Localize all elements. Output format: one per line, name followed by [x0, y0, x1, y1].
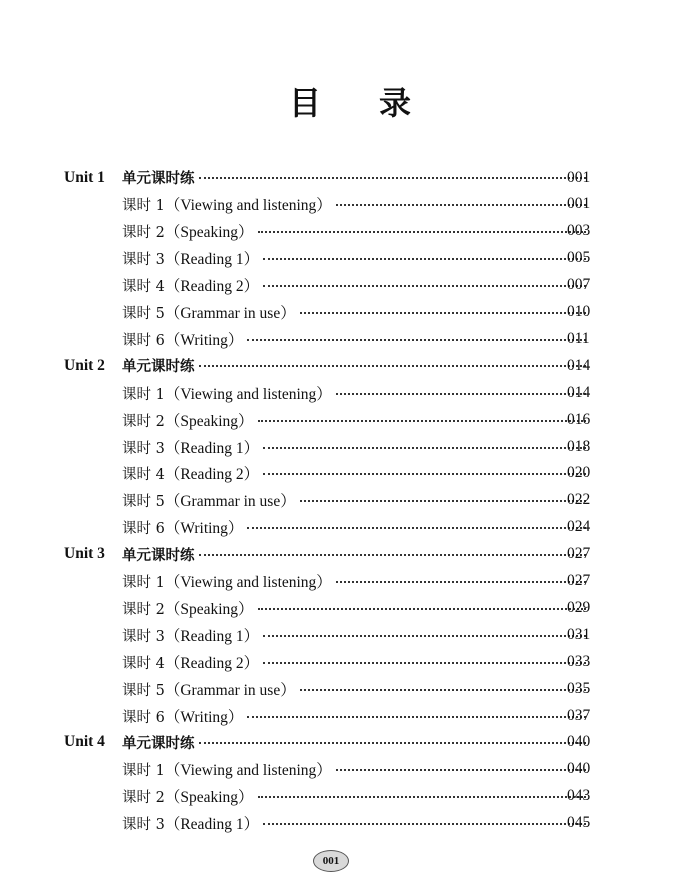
- lesson-name: （Reading 2）: [164, 466, 260, 484]
- toc-lesson-row[interactable]: [0, 648, 700, 675]
- toc-entry: [122, 758, 590, 780]
- lesson-prefix: 课时 5: [122, 682, 165, 699]
- lesson-name: （Reading 1）: [164, 816, 260, 834]
- title-char-right: 录: [379, 84, 412, 122]
- lesson-title: [122, 678, 296, 700]
- toc-entry: [122, 651, 590, 673]
- toc-entry: [122, 355, 590, 376]
- toc-entry: [122, 274, 590, 296]
- lesson-title: [122, 651, 259, 673]
- dot-leader: [258, 608, 586, 610]
- toc-lesson-row[interactable]: [0, 756, 700, 783]
- toc-unit-row[interactable]: [0, 729, 700, 756]
- lesson-title: [122, 462, 259, 484]
- lesson-prefix: 课时 3: [122, 252, 165, 269]
- toc-page-number: 003: [567, 222, 591, 240]
- toc-entry: [122, 812, 590, 834]
- dot-leader: [199, 742, 587, 744]
- dot-leader: [336, 204, 586, 206]
- dot-leader: [336, 393, 586, 395]
- lesson-prefix: 课时 2: [122, 413, 165, 430]
- lesson-prefix: 课时 5: [122, 306, 165, 322]
- toc-entry: [122, 785, 590, 807]
- dot-leader: [199, 177, 587, 179]
- lesson-title: [122, 624, 259, 646]
- dot-leader: [199, 554, 587, 556]
- lesson-title: [122, 597, 254, 619]
- toc-lesson-row[interactable]: [0, 568, 700, 595]
- dot-leader: [247, 716, 586, 718]
- toc-entry: [122, 167, 590, 188]
- lesson-title: [122, 274, 259, 296]
- lesson-prefix: 课时 3: [122, 817, 165, 834]
- dot-leader: [336, 769, 586, 771]
- lesson-name: （Speaking）: [164, 789, 254, 807]
- toc-page-number: 022: [567, 491, 591, 509]
- dot-leader: [199, 365, 587, 367]
- toc-lesson-row[interactable]: [0, 594, 700, 621]
- dot-leader: [263, 473, 586, 475]
- toc-entry: [122, 220, 590, 242]
- toc-entry: [122, 544, 590, 565]
- toc-page-number: 005: [567, 249, 591, 267]
- unit-label: Unit 1: [64, 168, 105, 186]
- toc-lesson-row[interactable]: [0, 487, 700, 514]
- toc-lesson-row[interactable]: [0, 460, 700, 487]
- page-title: [0, 78, 700, 124]
- toc-entry: [122, 382, 590, 404]
- lesson-prefix: 课时 3: [122, 628, 165, 645]
- toc-entry: [122, 516, 590, 538]
- dot-leader: [247, 527, 586, 529]
- lesson-prefix: 课时 2: [122, 790, 165, 807]
- toc-entry: [122, 597, 590, 619]
- toc-entry: [122, 193, 590, 215]
- dot-leader: [258, 231, 586, 233]
- dot-leader: [263, 447, 586, 449]
- toc-entry: [122, 462, 590, 484]
- lesson-name: （Reading 1）: [164, 627, 260, 645]
- lesson-name: （Reading 1）: [164, 251, 260, 269]
- toc-entry: [122, 409, 590, 431]
- toc-unit-row[interactable]: [0, 352, 700, 379]
- toc-lesson-row[interactable]: [0, 245, 700, 272]
- lesson-prefix: 课时 4: [122, 655, 165, 672]
- toc-entry: [122, 301, 590, 323]
- toc-lesson-row[interactable]: [0, 191, 700, 218]
- dot-leader: [300, 500, 586, 502]
- toc-entry: [122, 489, 590, 511]
- page-number-badge: [313, 850, 349, 872]
- toc-lesson-row[interactable]: [0, 406, 700, 433]
- dot-leader: [263, 258, 586, 260]
- lesson-title: [122, 247, 259, 269]
- page-number: 001: [322, 855, 340, 867]
- toc-page-number: 033: [567, 652, 591, 670]
- lesson-prefix: 课时 1: [122, 575, 165, 591]
- toc-lesson-row[interactable]: [0, 702, 700, 729]
- unit-heading: 单元课时练: [122, 735, 195, 752]
- toc-lesson-row[interactable]: [0, 433, 700, 460]
- lesson-prefix: 课时 4: [122, 467, 165, 484]
- unit-heading: 单元课时练: [122, 359, 195, 376]
- toc-page-number: 001: [567, 195, 591, 213]
- toc-page-number: 040: [567, 733, 591, 751]
- lesson-name: （Viewing and listening）: [164, 574, 332, 591]
- lesson-prefix: 课时 1: [122, 763, 165, 780]
- toc-page-number: 027: [567, 545, 591, 563]
- dot-leader: [263, 823, 586, 825]
- lesson-title: [122, 193, 332, 215]
- lesson-prefix: 课时 6: [122, 709, 165, 726]
- dot-leader: [263, 635, 586, 637]
- toc-entry: [122, 570, 590, 592]
- lesson-name: （Speaking）: [164, 224, 254, 242]
- lesson-prefix: 课时 1: [122, 198, 165, 215]
- toc-page-number: 040: [567, 760, 591, 778]
- dot-leader: [263, 285, 586, 287]
- lesson-title: [122, 758, 332, 780]
- unit-heading: 单元课时练: [122, 547, 195, 564]
- toc-entry: [122, 328, 590, 350]
- toc-lesson-row[interactable]: [0, 514, 700, 541]
- lesson-title: [122, 436, 259, 458]
- toc-lesson-row[interactable]: [0, 299, 700, 326]
- toc-lesson-row[interactable]: [0, 379, 700, 406]
- toc-page-number: 027: [567, 572, 591, 589]
- lesson-title: [122, 382, 332, 404]
- lesson-name: （Grammar in use）: [164, 493, 296, 511]
- toc-page-number: 024: [567, 518, 591, 536]
- lesson-title: [122, 570, 332, 592]
- lesson-name: （Reading 2）: [164, 278, 260, 296]
- toc-entry: [122, 436, 590, 458]
- lesson-prefix: 课时 6: [122, 332, 165, 349]
- lesson-name: （Grammar in use）: [164, 305, 296, 322]
- toc-unit-row[interactable]: [0, 541, 700, 568]
- toc-page-number: 037: [567, 706, 591, 724]
- lesson-prefix: 课时 2: [122, 601, 165, 618]
- toc-page-number: 010: [567, 303, 591, 320]
- lesson-title: [122, 220, 254, 242]
- unit-label: Unit 2: [64, 356, 105, 374]
- lesson-title: [122, 301, 296, 323]
- lesson-prefix: 课时 6: [122, 521, 165, 538]
- toc-lesson-row[interactable]: [0, 675, 700, 702]
- dot-leader: [247, 339, 586, 341]
- dot-leader: [300, 312, 586, 314]
- lesson-prefix: 课时 3: [122, 440, 165, 457]
- unit-label: Unit 4: [64, 733, 105, 751]
- lesson-prefix: 课时 2: [122, 225, 165, 242]
- dot-leader: [263, 662, 586, 664]
- toc-page-number: 014: [567, 356, 591, 374]
- dot-leader: [300, 689, 586, 691]
- toc-page-number: 001: [567, 168, 591, 186]
- toc-lesson-row[interactable]: [0, 783, 700, 810]
- lesson-name: （Grammar in use）: [164, 681, 296, 699]
- lesson-title: [122, 328, 243, 350]
- lesson-name: （Writing）: [164, 708, 244, 726]
- toc-page-number: 016: [567, 410, 591, 428]
- toc-lesson-row[interactable]: [0, 272, 700, 299]
- lesson-title: [122, 812, 259, 834]
- toc-page-number: 043: [567, 787, 591, 805]
- lesson-prefix: 课时 5: [122, 494, 165, 511]
- toc-unit-row[interactable]: [0, 164, 700, 191]
- toc-lesson-row[interactable]: [0, 621, 700, 648]
- lesson-title: [122, 705, 243, 727]
- toc-page-number: 014: [567, 383, 591, 401]
- lesson-name: （Reading 1）: [164, 439, 260, 457]
- lesson-prefix: 课时 1: [122, 386, 165, 403]
- toc-entry: [122, 247, 590, 269]
- toc-lesson-row[interactable]: [0, 218, 700, 245]
- toc-entry: [122, 705, 590, 727]
- unit-label: Unit 3: [64, 545, 105, 563]
- lesson-prefix: 课时 4: [122, 279, 165, 296]
- toc-page-number: 018: [567, 437, 591, 455]
- lesson-name: （Viewing and listening）: [164, 197, 332, 215]
- lesson-title: [122, 409, 254, 431]
- toc-page-number: 029: [567, 598, 591, 616]
- toc-entry: [122, 678, 590, 700]
- toc-lesson-row[interactable]: [0, 810, 700, 837]
- toc-page-number: 035: [567, 679, 591, 697]
- lesson-name: （Writing）: [164, 520, 244, 538]
- dot-leader: [336, 581, 586, 583]
- dot-leader: [258, 796, 586, 798]
- lesson-name: （Speaking）: [164, 600, 254, 618]
- toc-page-number: 045: [567, 814, 591, 832]
- lesson-title: [122, 489, 296, 511]
- dot-leader: [258, 420, 586, 422]
- unit-heading: 单元课时练: [122, 171, 195, 187]
- lesson-title: [122, 516, 243, 538]
- toc-page-number: 020: [567, 464, 591, 482]
- toc-lesson-row[interactable]: [0, 325, 700, 352]
- lesson-name: （Writing）: [164, 331, 244, 349]
- toc-page-number: 011: [567, 329, 590, 347]
- lesson-title: [122, 785, 254, 807]
- lesson-name: （Viewing and listening）: [164, 385, 332, 403]
- lesson-name: （Viewing and listening）: [164, 762, 332, 780]
- toc-page-number: 007: [567, 276, 591, 294]
- toc-entry: [122, 624, 590, 646]
- toc-page-number: 031: [567, 625, 591, 643]
- lesson-name: （Reading 2）: [164, 654, 260, 672]
- lesson-name: （Speaking）: [164, 412, 254, 430]
- title-char-left: 目: [288, 84, 321, 122]
- toc-entry: [122, 732, 590, 753]
